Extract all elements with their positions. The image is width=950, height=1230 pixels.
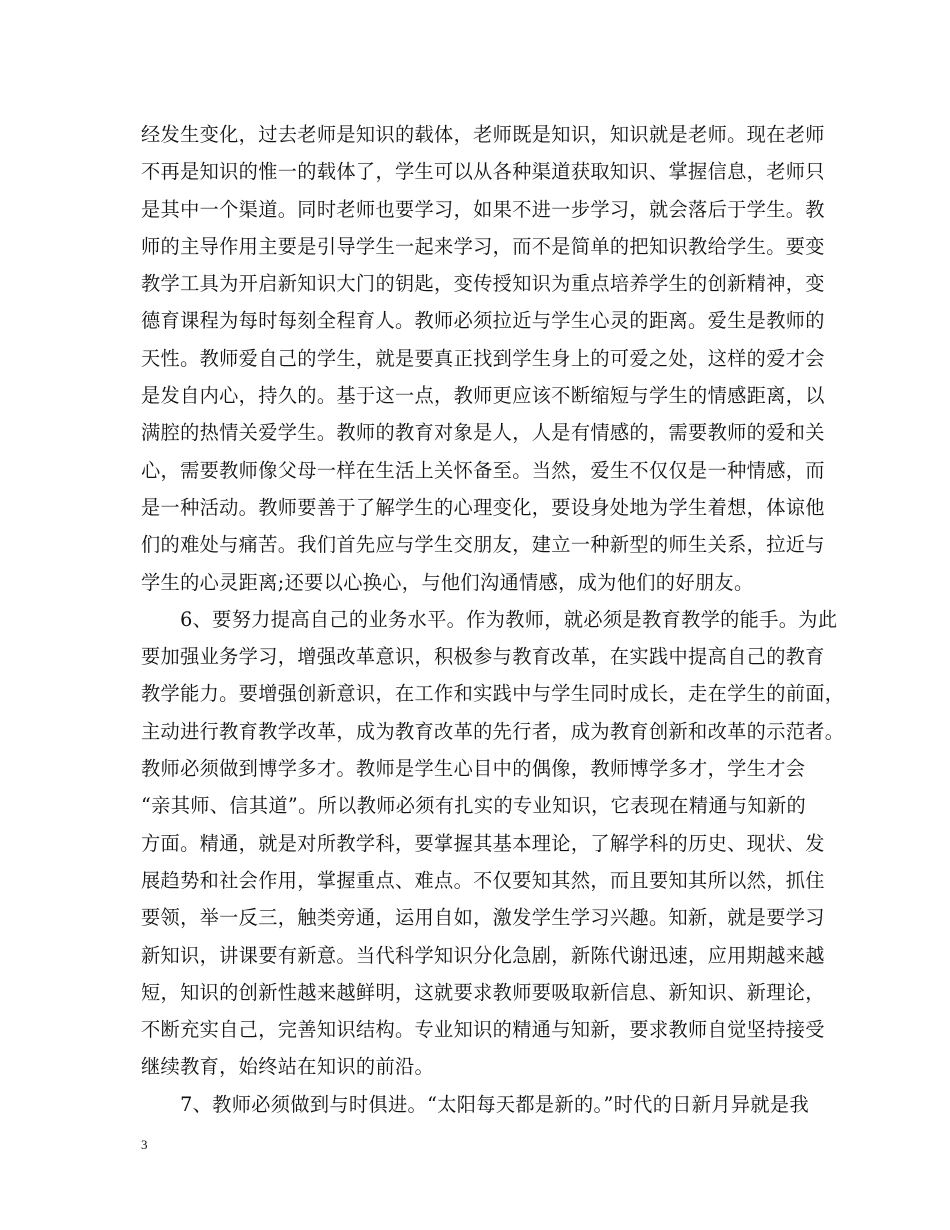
text-line: 教学能力。要增强创新意识，在工作和实践中与学生同时成长，走在学生的前面， (141, 682, 845, 706)
text-line: 是其中一个渠道。同时老师也要学习，如果不进一步学习，就会落后于学生。教 (141, 197, 825, 221)
text-line: 短，知识的创新性越来越鲜明，这就要求教师要吸取新信息、新知识、新理论， (141, 980, 825, 1004)
text-line: 展趋势和社会作用，掌握重点、难点。不仅要知其然，而且要知其所以然，抓住 (141, 868, 825, 892)
text-line: 德育课程为每时每刻全程育人。教师必须拉近与学生心灵的距离。爱生是教师的 (141, 309, 825, 333)
text-line: 心，需要教师像父母一样在生活上关怀备至。当然，爱生不仅仅是一种情感，而 (141, 458, 825, 482)
paragraph-6-start: 6、要努力提高自己的业务水平。作为教师，就必须是教育教学的能手。为此 (141, 607, 838, 631)
text-line: 教学工具为开启新知识大门的钥匙，变传授知识为重点培养学生的创新精神，变 (141, 272, 825, 296)
text-line: 教师必须做到博学多才。教师是学生心目中的偶像，教师博学多才，学生才会 (141, 757, 806, 781)
body-text (141, 116, 845, 1123)
text-line: 学生的心灵距离;还要以心换心，与他们沟通情感，成为他们的好朋友。 (141, 570, 754, 594)
paragraph-7-start: 7、教师必须做到与时俱进。“太阳每天都是新的。”时代的日新月异就是我 (141, 1092, 810, 1116)
text-line: “亲其师、信其道”。所以教师必须有扎实的专业知识，它表现在精通与知新的 (141, 794, 807, 818)
text-line: 们的难处与痛苦。我们首先应与学生交朋友，建立一种新型的师生关系，拉近与 (141, 533, 825, 557)
text-line: 满腔的热情关爱学生。教师的教育对象是人，人是有情感的，需要教师的爱和关 (141, 421, 825, 445)
text-line: 继续教育，始终站在知识的前沿。 (141, 1055, 435, 1079)
text-line: 主动进行教育教学改革，成为教育改革的先行者，成为教育创新和改革的示范者。 (141, 719, 845, 743)
text-line: 新知识，讲课要有新意。当代科学知识分化急剧，新陈代谢迅速，应用期越来越 (141, 943, 825, 967)
text-line: 要加强业务学习，增强改革意识，积极参与教育改革，在实践中提高自己的教育 (141, 645, 825, 669)
text-line: 师的主导作用主要是引导学生一起来学习，而不是简单的把知识教给学生。要变 (141, 234, 825, 258)
text-line: 要领，举一反三，触类旁通，运用自如，激发学生学习兴趣。知新，就是要学习 (141, 906, 825, 930)
text-line: 方面。精通，就是对所教学科，要掌握其基本理论，了解学科的历史、现状、发 (141, 831, 825, 855)
text-line: 经发生变化，过去老师是知识的载体，老师既是知识，知识就是老师。现在老师 (141, 123, 825, 146)
text-line: 是一种活动。教师要善于了解学生的心理变化，要设身处地为学生着想，体谅他 (141, 495, 825, 519)
page-number: 3 (141, 1137, 148, 1152)
text-line: 天性。教师爱自己的学生，就是要真正找到学生身上的可爱之处，这样的爱才会 (141, 346, 825, 370)
text-line: 是发自内心，持久的。基于这一点，教师更应该不断缩短与学生的情感距离，以 (141, 384, 825, 408)
text-line: 不再是知识的惟一的载体了，学生可以从各种渠道获取知识、掌握信息，老师只 (141, 160, 825, 184)
text-line: 不断充实自己，完善知识结构。专业知识的精通与知新，要求教师自觉坚持接受 (141, 1018, 825, 1042)
